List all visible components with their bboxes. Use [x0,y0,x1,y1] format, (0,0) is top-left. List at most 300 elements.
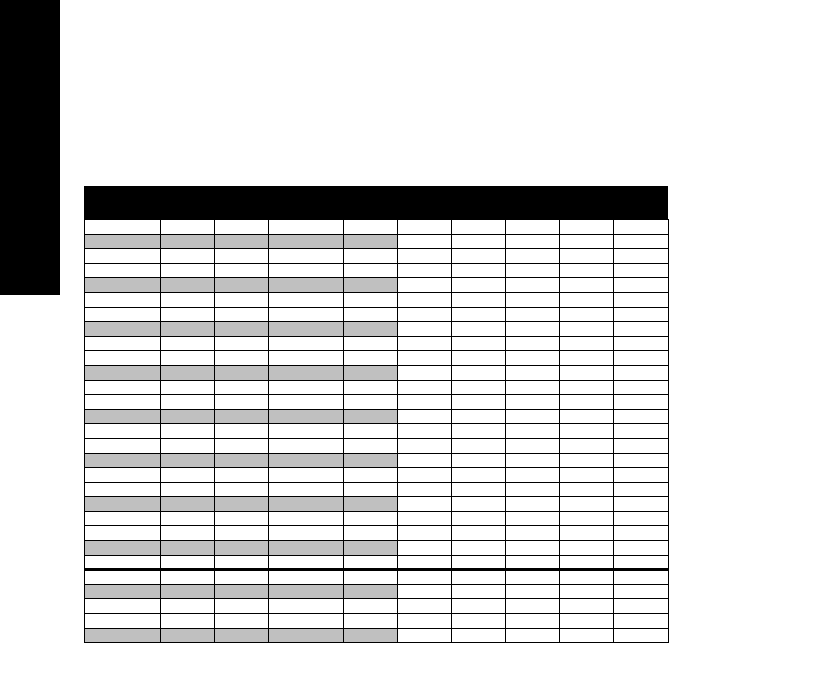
table-cell [506,336,560,351]
table-cell [215,307,269,322]
table-cell [85,599,161,614]
table-cell [560,614,614,629]
table-cell [85,570,161,585]
table-row [85,234,669,249]
table-cell [215,409,269,424]
table-cell [215,599,269,614]
table-row [85,438,669,453]
table-cell [398,351,452,366]
table-cell [85,453,161,468]
table-row [85,453,669,468]
table-cell [506,482,560,497]
table-cell [452,351,506,366]
table-cell [560,497,614,512]
table-cell [452,278,506,293]
table-cell [452,380,506,395]
table-cell [506,541,560,556]
table-cell [398,526,452,541]
table-cell [614,220,669,235]
table-cell [215,249,269,264]
table-cell [161,322,215,337]
table-cell [161,234,215,249]
table-row [85,249,669,264]
table-cell [614,263,669,278]
table-cell [161,511,215,526]
table-cell [215,322,269,337]
table-cell [398,584,452,599]
table-cell [452,263,506,278]
table-cell [614,322,669,337]
table-cell [344,599,398,614]
table-cell [506,395,560,410]
table-cell [560,628,614,643]
table-cell [614,628,669,643]
table-cell [614,584,669,599]
table-cell [269,234,344,249]
table-cell [344,570,398,585]
table-cell [452,409,506,424]
table-cell [85,395,161,410]
table-cell [215,584,269,599]
table-cell [614,336,669,351]
table-cell [452,555,506,570]
table-cell [344,365,398,380]
table-cell [560,526,614,541]
table-cell [269,526,344,541]
table-row [85,424,669,439]
table-cell [85,511,161,526]
table-row [85,336,669,351]
table-cell [85,468,161,483]
table-cell [452,336,506,351]
table-cell [269,482,344,497]
table-cell [85,555,161,570]
table-cell [560,307,614,322]
table-cell [344,497,398,512]
table-cell [506,292,560,307]
table-cell [398,424,452,439]
table-cell [215,365,269,380]
table-cell [269,380,344,395]
table-cell [560,468,614,483]
table-cell [506,526,560,541]
table-cell [161,249,215,264]
table-cell [344,234,398,249]
table-cell [614,468,669,483]
table-cell [344,468,398,483]
table-cell [344,424,398,439]
table-row [85,351,669,366]
table-row [85,511,669,526]
table-cell [614,409,669,424]
table-cell [161,497,215,512]
table-cell [161,468,215,483]
table-cell [452,365,506,380]
table-cell [269,555,344,570]
table-cell [398,336,452,351]
table-cell [452,395,506,410]
table-cell [506,263,560,278]
table-cell [452,599,506,614]
table-cell [161,526,215,541]
table-cell [269,409,344,424]
table-row [85,263,669,278]
table-cell [161,336,215,351]
table-cell [269,351,344,366]
table-cell [560,395,614,410]
table-cell [398,497,452,512]
table-cell [560,453,614,468]
table-cell [452,511,506,526]
table-cell [161,380,215,395]
table-cell [560,424,614,439]
table-grid [84,219,669,643]
table-cell [344,263,398,278]
table-cell [452,628,506,643]
table-cell [344,322,398,337]
table-cell [344,249,398,264]
table-cell [506,570,560,585]
table-cell [85,541,161,556]
table-cell [560,234,614,249]
table-row [85,599,669,614]
table-cell [560,570,614,585]
table-cell [398,541,452,556]
table-cell [344,336,398,351]
table-row [85,628,669,643]
table-cell [506,628,560,643]
table-cell [506,278,560,293]
table-cell [452,570,506,585]
table-cell [215,292,269,307]
table-cell [506,249,560,264]
table-cell [344,307,398,322]
table-cell [614,526,669,541]
table-cell [344,526,398,541]
table-row [85,395,669,410]
table-cell [614,234,669,249]
table-cell [560,380,614,395]
table-cell [269,263,344,278]
table-cell [560,292,614,307]
table-cell [344,555,398,570]
table-cell [452,497,506,512]
table-cell [161,263,215,278]
table-cell [215,570,269,585]
table-cell [215,468,269,483]
table-row [85,541,669,556]
table-cell [506,453,560,468]
table-cell [269,497,344,512]
table-cell [269,278,344,293]
table-cell [398,628,452,643]
table-cell [506,614,560,629]
table-cell [85,380,161,395]
table-cell [398,380,452,395]
table-cell [614,278,669,293]
table-cell [344,395,398,410]
table-row [85,497,669,512]
table-cell [269,336,344,351]
table-cell [85,497,161,512]
table-cell [215,336,269,351]
table-row [85,468,669,483]
table-cell [452,322,506,337]
table-cell [398,307,452,322]
table-cell [215,453,269,468]
table-cell [560,511,614,526]
table-cell [614,497,669,512]
table-cell [506,380,560,395]
table-cell [614,453,669,468]
table-cell [85,249,161,264]
table-cell [269,570,344,585]
table-cell [344,351,398,366]
table-cell [398,263,452,278]
table-cell [452,584,506,599]
table-cell [161,351,215,366]
table-cell [85,336,161,351]
table-cell [560,438,614,453]
table-cell [452,220,506,235]
table-cell [269,249,344,264]
table-cell [215,628,269,643]
table-cell [215,395,269,410]
table-row [85,365,669,380]
table-cell [344,453,398,468]
table-cell [452,468,506,483]
table-row [85,409,669,424]
table-cell [560,409,614,424]
table-cell [506,497,560,512]
table-cell [161,395,215,410]
table-header-bar [84,186,668,219]
table-cell [269,614,344,629]
table-cell [614,570,669,585]
table-cell [215,438,269,453]
table-cell [85,307,161,322]
table-cell [344,482,398,497]
table-cell [161,555,215,570]
table-cell [452,234,506,249]
table-body [85,220,669,643]
table-cell [269,511,344,526]
data-table [84,186,668,643]
table-cell [269,365,344,380]
table-cell [269,322,344,337]
table-cell [269,584,344,599]
table-cell [506,424,560,439]
table-cell [614,249,669,264]
table-cell [85,322,161,337]
table-cell [85,351,161,366]
table-cell [452,424,506,439]
table-cell [161,541,215,556]
table-cell [560,322,614,337]
table-cell [560,220,614,235]
table-cell [560,263,614,278]
black-side-tab [0,0,60,295]
table-cell [161,570,215,585]
table-row [85,307,669,322]
table-cell [161,307,215,322]
table-cell [614,292,669,307]
table-cell [269,395,344,410]
table-cell [269,424,344,439]
table-cell [506,468,560,483]
table-cell [85,278,161,293]
table-cell [506,351,560,366]
table-cell [215,380,269,395]
table-cell [398,292,452,307]
table-cell [614,395,669,410]
table-cell [85,438,161,453]
table-cell [614,438,669,453]
table-cell [269,599,344,614]
table-cell [614,555,669,570]
table-cell [85,614,161,629]
table-cell [506,234,560,249]
table-cell [215,511,269,526]
table-cell [614,599,669,614]
table-cell [398,395,452,410]
table-cell [398,511,452,526]
table-cell [560,278,614,293]
table-cell [85,424,161,439]
table-cell [398,453,452,468]
table-cell [506,511,560,526]
table-cell [560,249,614,264]
table-cell [398,468,452,483]
table-cell [614,380,669,395]
table-cell [452,249,506,264]
table-cell [269,292,344,307]
table-cell [161,614,215,629]
table-cell [614,351,669,366]
table-cell [398,234,452,249]
table-cell [161,292,215,307]
table-cell [161,424,215,439]
table-cell [161,220,215,235]
table-row [85,526,669,541]
table-cell [560,365,614,380]
table-cell [215,263,269,278]
table-cell [161,409,215,424]
table-cell [398,555,452,570]
table-cell [452,292,506,307]
table-cell [215,482,269,497]
table-row [85,322,669,337]
table-cell [614,511,669,526]
table-cell [614,541,669,556]
table-cell [161,628,215,643]
table-cell [506,220,560,235]
table-cell [452,307,506,322]
table-cell [506,555,560,570]
table-cell [85,292,161,307]
table-cell [560,555,614,570]
table-cell [269,541,344,556]
table-cell [452,438,506,453]
table-cell [269,453,344,468]
table-cell [344,511,398,526]
table-cell [85,482,161,497]
table-cell [614,482,669,497]
table-cell [560,336,614,351]
table-cell [344,220,398,235]
table-cell [215,614,269,629]
table-cell [398,322,452,337]
table-cell [269,468,344,483]
table-cell [506,584,560,599]
table-cell [506,438,560,453]
table-cell [398,220,452,235]
table-cell [85,409,161,424]
table-cell [344,292,398,307]
table-cell [215,278,269,293]
table-cell [215,351,269,366]
table-cell [398,482,452,497]
table-cell [161,599,215,614]
table-cell [398,249,452,264]
table-cell [614,424,669,439]
table-cell [506,599,560,614]
table-cell [398,614,452,629]
table-cell [506,409,560,424]
table-row [85,584,669,599]
table-cell [560,584,614,599]
table-row [85,570,669,585]
table-cell [398,438,452,453]
table-cell [161,365,215,380]
table-cell [398,599,452,614]
table-cell [215,497,269,512]
table-cell [560,541,614,556]
table-cell [614,365,669,380]
table-cell [215,526,269,541]
table-cell [344,438,398,453]
table-row [85,292,669,307]
table-cell [85,220,161,235]
table-cell [452,526,506,541]
table-cell [85,526,161,541]
table-cell [85,263,161,278]
table-cell [161,453,215,468]
table-cell [344,278,398,293]
table-cell [344,541,398,556]
table-cell [344,380,398,395]
table-cell [560,351,614,366]
table-cell [85,365,161,380]
table-cell [506,322,560,337]
table-row [85,380,669,395]
table-cell [614,614,669,629]
table-cell [161,584,215,599]
table-cell [398,365,452,380]
table-cell [560,482,614,497]
table-cell [269,307,344,322]
table-row [85,482,669,497]
table-cell [398,278,452,293]
table-cell [344,614,398,629]
table-cell [215,220,269,235]
table-cell [269,220,344,235]
table-row [85,278,669,293]
table-cell [614,307,669,322]
table-cell [161,278,215,293]
table-row [85,220,669,235]
table-cell [398,409,452,424]
